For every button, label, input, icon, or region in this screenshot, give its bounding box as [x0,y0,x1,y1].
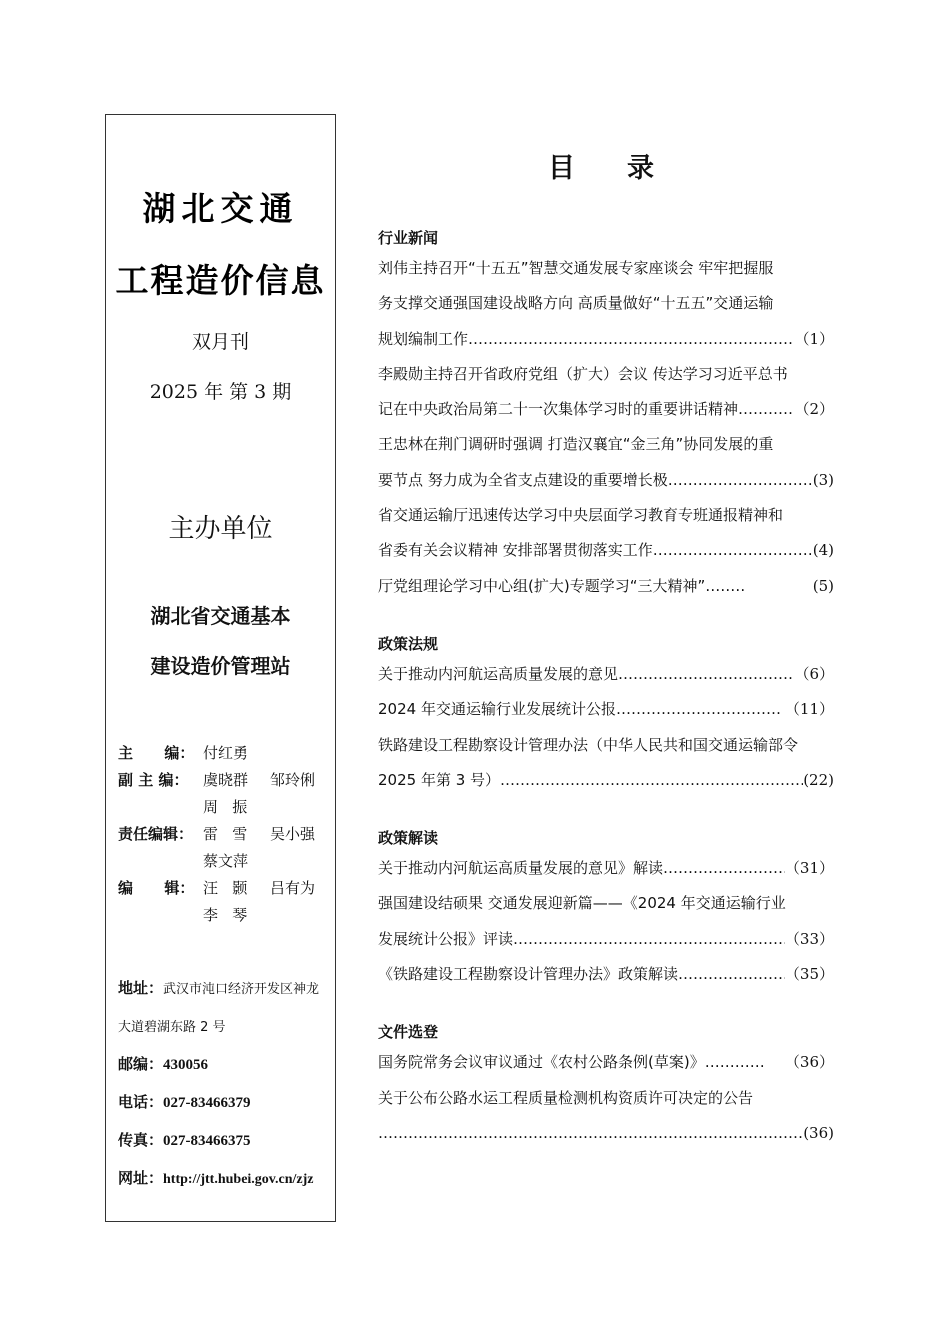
staff-name: 蔡文萍 [203,852,249,870]
toc-entry-line[interactable] [378,533,834,568]
page-number: (4) [812,541,834,560]
page-number: (3) [812,470,834,489]
website-label: 网址： [118,1169,164,1187]
page-number: （33） [784,929,834,948]
toc-entry-text: 务支撑交通强国建设战略方向 高质量做好“十五五”交通运输 [378,294,774,313]
leader-dots [678,957,785,992]
leader-dots [500,763,803,798]
leader-dots [668,463,813,498]
toc-entry-text: 关于推动内河航运高质量发展的意见 [378,664,619,683]
toc-entry-text: 强国建设结硕果 交通发展迎新篇——《2024 年交通运输行业 [378,894,786,913]
staff-name: 周 振 [203,798,248,816]
staff-role: 副 主 编： [118,771,189,789]
page-number: (22) [803,770,834,789]
toc-entry-line[interactable] [378,286,834,321]
staff-role: 主 编： [118,744,195,762]
issue-number: 2025 年 第 3 期 [149,381,292,403]
toc-entry-text: 刘伟主持召开“十五五”智慧交通发展专家座谈会 牢牢把握服 [378,259,774,277]
fax-row [118,1127,333,1165]
toc-entry-line[interactable] [378,392,834,427]
staff-name: 雷 雪 [203,825,248,843]
toc-entry-text: 铁路建设工程勘察设计管理办法（中华人民共和国交通运输部令 [378,735,799,754]
postcode-value: 430056 [163,1057,209,1073]
leader-dots [653,533,813,568]
section-title-policy-interpretation: 政策解读 [378,829,439,848]
phone-row [118,1089,333,1127]
page-number: （6） [794,664,834,683]
staff-name: 虞晓群 [203,771,249,789]
staff-name: 吴小强 [270,825,316,843]
staff-name: 邹玲俐 [270,771,316,789]
staff-name: 吕有为 [270,879,316,897]
address-row-2 [118,1013,333,1051]
toc-entry-line[interactable] [378,1081,834,1116]
section-title-policy-regulations: 政策法规 [378,634,439,653]
toc-entry-text: 厅党组理论学习中心组(扩大)专题学习“三大精神” [378,576,706,595]
page-number: （11） [780,700,834,719]
toc-entry-line[interactable] [378,886,834,921]
toc-title [548,146,654,185]
toc-entry-text: 规划编制工作 [378,329,469,348]
address-row [118,975,333,1013]
page-number: （1） [794,329,834,348]
toc-entry-text: 2025 年第 3 号） [378,770,501,789]
leader-dots [468,322,794,357]
website-row [118,1165,333,1203]
contact-info [118,975,333,1203]
toc-title-char: 录 [627,153,654,184]
toc-entry-line[interactable] [378,922,834,957]
phone-label: 电话： [118,1093,164,1111]
toc-entry-text: 要节点 努力成为全省支点建设的重要增长极 [378,470,668,489]
toc-entry-text: 关于公布公路水运工程质量检测机构资质许可决定的公告 [378,1088,754,1107]
page-number: (36) [803,1123,834,1142]
leader-dots [663,851,785,886]
page-number: （35） [784,965,834,984]
toc-entry-line[interactable] [378,569,834,604]
toc-entry-line[interactable] [378,957,834,992]
postcode-row [118,1051,333,1089]
staff-role: 责任编辑： [118,825,194,843]
toc-entry-line[interactable] [378,763,834,798]
fax-label: 传真： [118,1131,164,1149]
toc-entry-line[interactable] [378,657,834,692]
staff-name: 汪 颢 [203,879,248,897]
sponsor-name-line2: 建设造价管理站 [150,654,291,678]
website-link[interactable]: http://jtt.hubei.gov.cn/zjz [163,1172,314,1187]
toc-entry-text: 《铁路建设工程勘察设计管理办法》政策解读 [378,965,679,984]
toc-entry-line[interactable] [378,1045,834,1080]
toc-entry-line[interactable] [378,692,834,727]
leader-dots [705,1045,765,1080]
sponsor-name-line1: 湖北省交通基本 [150,604,291,628]
toc-entry-line[interactable] [378,427,834,462]
staff-name: 付红勇 [203,744,249,762]
journal-title-line1: 湖北交通 [142,189,299,228]
cover-panel [105,114,336,1222]
toc-entry-text: 李殿勋主持召开省政府党组（扩大）会议 传达学习习近平总书 [378,364,788,383]
toc-entry-text: 省交通运输厅迅速传达学习中央层面学习教育专班通报精神和 [378,506,784,525]
toc-entry-line[interactable] [378,1116,834,1151]
staff-name: 李 琴 [203,906,248,924]
phone-value: 027-83466379 [163,1095,251,1111]
toc-entry-text: 王忠林在荆门调研时强调 打造汉襄宜“金三角”协同发展的重 [378,435,774,454]
leader-dots [378,1116,803,1151]
address-label: 地址： [118,979,164,997]
toc-entry-text: 发展统计公报》评读 [378,929,514,948]
fax-value: 027-83466375 [163,1133,251,1149]
toc-entry-text: 2024 年交通运输行业发展统计公报 [378,700,616,719]
page-number: （36） [770,1053,834,1072]
toc-entry-line[interactable] [378,728,834,763]
toc-entry-line[interactable] [378,322,834,357]
postcode-label: 邮编： [118,1055,164,1073]
toc-entry-line[interactable] [378,463,834,498]
journal-title-line2: 工程造价信息 [115,261,326,300]
table-of-contents [378,226,834,1151]
toc-entry-line[interactable] [378,251,834,286]
staff-role: 编 辑： [118,879,195,897]
toc-entry-line[interactable] [378,498,834,533]
page-number: (5) [793,576,834,595]
page-number: （31） [784,859,834,878]
toc-title-char: 目 [548,153,575,184]
address-value: 武汉市沌口经济开发区神龙 [163,982,320,997]
page-number: （2） [794,400,834,419]
address-value-line2: 大道碧湖东路 2 号 [118,1020,226,1035]
toc-entry-line[interactable] [378,851,834,886]
toc-entry-text: 国务院常务会议审议通过《农村公路条例(草案)》 [378,1053,705,1072]
sponsor-label: 主办单位 [168,514,273,544]
publication-frequency: 双月刊 [191,331,249,353]
leader-dots [738,392,794,427]
toc-entry-text: 省委有关会议精神 安排部署贯彻落实工作 [378,541,653,560]
leader-dots [513,922,785,957]
section-title-industry-news: 行业新闻 [378,229,439,247]
toc-entry-text: 记在中央政治局第二十一次集体学习时的重要讲话精神 [378,400,739,419]
toc-entry-line[interactable] [378,357,834,392]
leader-dots [705,569,745,604]
leader-dots [616,692,780,727]
section-title-selected-documents: 文件选登 [378,1023,439,1042]
leader-dots [618,657,794,692]
toc-entry-text: 关于推动内河航运高质量发展的意见》解读 [378,859,664,878]
